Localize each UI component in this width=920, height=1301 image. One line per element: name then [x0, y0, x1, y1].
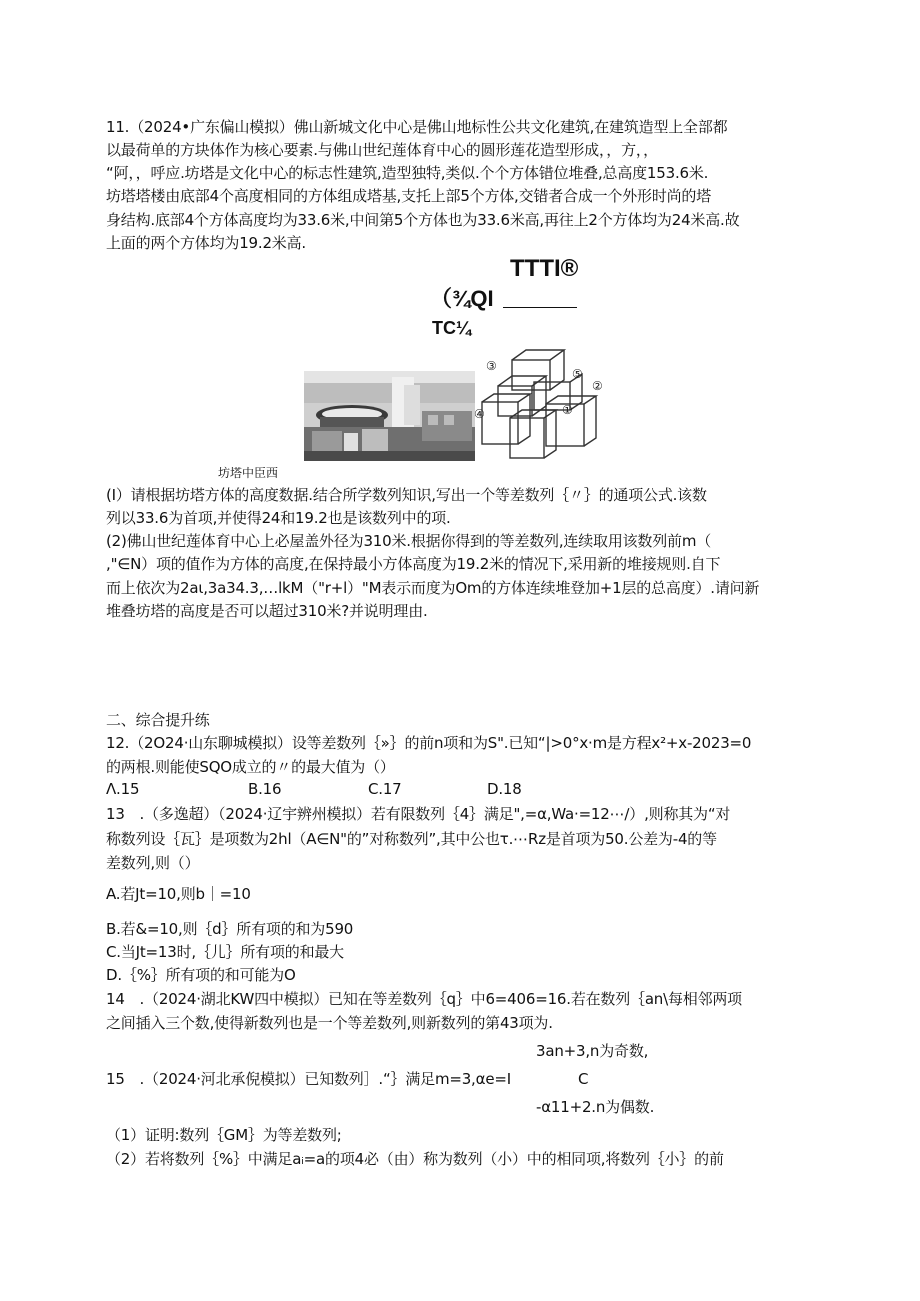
q12-option-d: D.18 — [487, 780, 522, 798]
q13-option-c: C.当Jt=13时,｛儿｝所有项的和最大 — [106, 943, 344, 961]
q11-line-2: 以最荷单的方块体作为核心要素.与佛山世纪莲体育中心的圆形莲花造型形成，，方，， — [106, 141, 658, 159]
q15-case-even: -α11+2.n为偶数. — [536, 1098, 655, 1116]
q13-option-b: B.若&=10,则｛d｝所有项的和为590 — [106, 920, 354, 938]
garbled-heading-1: TTTI® — [510, 255, 579, 282]
q12-option-a: Λ.15 — [106, 780, 140, 798]
q15-part-2: （2）若将数列｛%｝中满足aᵢ=a的项4必（由）称为数列（小）中的相同项,将数列｛小｝的前 — [106, 1150, 724, 1168]
cube-stack-diagram — [474, 348, 608, 466]
q11-line-6: 上面的两个方体均为19.2米高. — [106, 234, 306, 252]
q12-line-1: 12.（2O24·山东聊城模拟）设等差数列｛»｝的前n项和为S".已知“|>0°x·m是方程x²+x-2023=0 — [106, 734, 752, 752]
cube-label-3: ③ — [486, 359, 497, 373]
cube-label-4: ④ — [474, 407, 485, 421]
cube-label-5: ⑤ — [572, 367, 583, 381]
q15-case-odd: 3an+3,n为奇数, — [536, 1042, 649, 1060]
figure-caption: 坊塔中臣西 — [218, 466, 279, 480]
q14-line-1: 14 .（2024·湖北KW四中模拟）已知在等差数列｛q｝中6=406=16.若在数列｛an\每相邻两项 — [106, 990, 742, 1008]
garbled-heading-underline — [503, 307, 577, 308]
q12-option-b: B.16 — [248, 780, 282, 798]
q11-line-4: 坊塔塔楼由底部4个高度相同的方体组成塔基,支托上部5个方体,交错者合成一个外形时尚的塔 — [106, 187, 712, 205]
garbled-heading-3: TC¼ — [432, 318, 472, 338]
q11-part-2a: (2)佛山世纪莲体育中心上必屋盖外径为310米.根据你得到的等差数列,连续取用该数列前m（ — [106, 532, 712, 550]
q13-line-2: 称数列设｛瓦｝是项数为2hl（A∈N"的”对称数列”,其中公也τ.⋯Rz是首项为50.公差为-4的等 — [106, 830, 717, 848]
q11-part-1b: 列以33.6为首项,并使得24和19.2也是该数列中的项. — [106, 509, 451, 527]
q15-part-1: （1）证明:数列｛GM｝为等差数列; — [106, 1126, 342, 1144]
q15-main: 15 .（2024·河北承倪模拟）已知数列］.“｝满足m=3,αe=I — [106, 1070, 511, 1088]
q13-option-d: D.｛%｝所有项的和可能为O — [106, 966, 296, 984]
q13-option-a: A.若Jt=10,则b｜=10 — [106, 885, 251, 903]
q14-line-2: 之间插入三个数,使得新数列也是一个等差数列,则新数列的第43项为. — [106, 1014, 553, 1032]
q11-part-2c: 而上依次为2aι,3a34.3,…lkM（"r+l）"M表示而度为Om的方体连续堆登加+1层的总高度）.请问新 — [106, 579, 760, 597]
section-title: 二、综合提升练 — [106, 711, 210, 729]
q11-part-1a: (I）请根据坊塔方体的高度数据.结合所学数列知识,写出一个等差数列｛〃｝的通项公式.该数 — [106, 486, 707, 504]
cube-label-2: ② — [592, 379, 603, 393]
q11-part-2b: ,"∈N）项的值作为方体的高度,在保持最小方体高度为19.2米的情况下,采用新的堆接规则.自下 — [106, 555, 721, 573]
q11-line-3: “阿，，呼应.坊塔是文化中心的标志性建筑,造型独特,类似.个个方体错位堆叠,总高度153.6米. — [106, 164, 709, 182]
q13-line-1: 13 .（多逸超）（2024·辽宇辨州模拟）若有限数列｛4｝满足",=α,Wa·=12⋯∕）,则称其为“对 — [106, 805, 731, 823]
q15-brace: C — [578, 1070, 589, 1088]
q11-part-2d: 堆叠坊塔的高度是否可以超过310米?并说明理由. — [106, 602, 428, 620]
q11-line-1: 11.（2024•广东偏山模拟）佛山新城文化中心是佛山地标性公共文化建筑,在建筑造型上全部都 — [106, 118, 728, 136]
garbled-heading-2: （¾QI — [430, 286, 494, 311]
q13-line-3: 差数列,则（） — [106, 854, 200, 872]
cube-label-1: ① — [562, 403, 573, 417]
q11-line-5: 身结构.底部4个方体高度均为33.6米,中间第5个方体也为33.6米高,再往上2个方体均为24米高.故 — [106, 211, 740, 229]
q12-option-c: C.17 — [368, 780, 402, 798]
building-photo — [304, 371, 475, 461]
q12-line-2: 的两根.则能使SQO成立的〃的最大值为（） — [106, 758, 395, 776]
